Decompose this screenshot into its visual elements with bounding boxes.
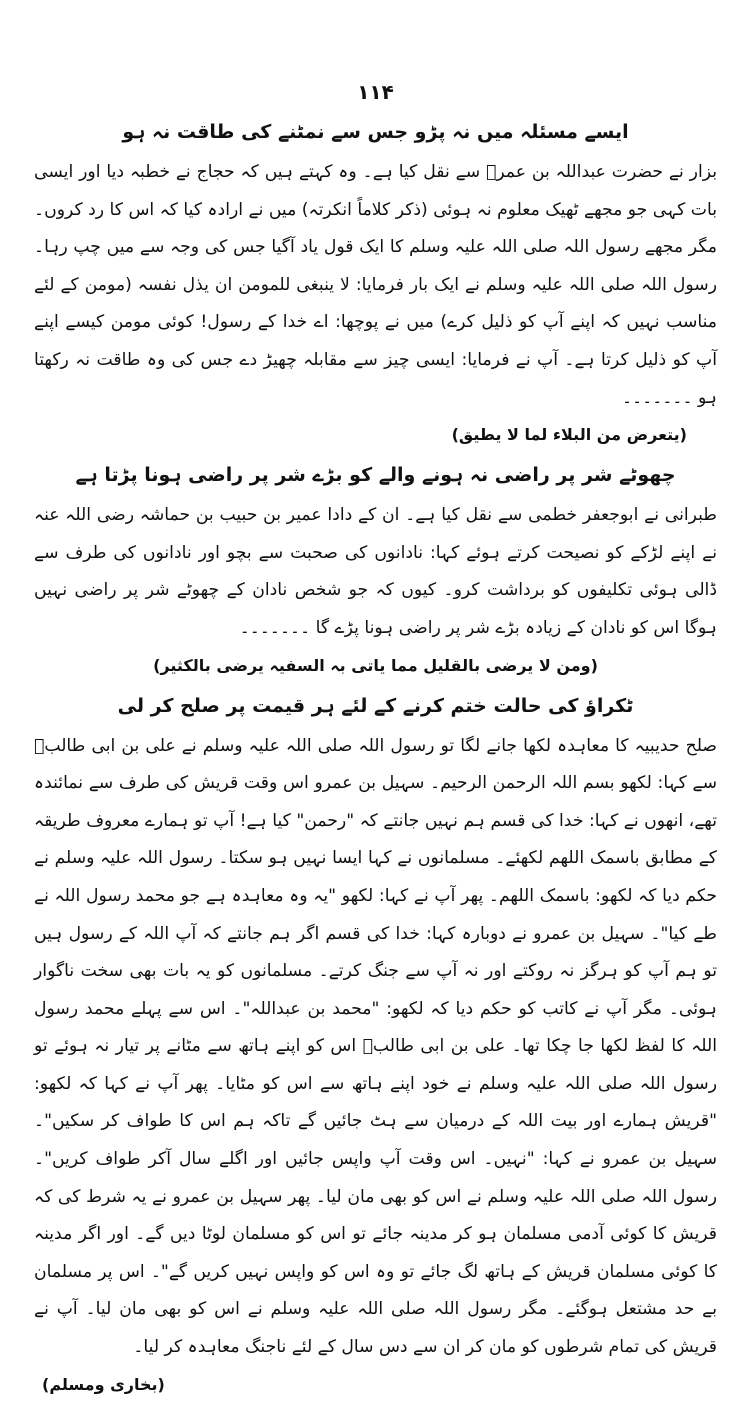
section-1 bbox=[34, 110, 717, 453]
section-paragraph: بزار نے حضرت عبداللہ بن عمرؓ سے نقل کیا ہے۔ وہ کہتے ہیں کہ حجاج نے خطبہ دیا اور ایسی بات کہی جو مجھے ٹھیک معلوم نہ ہوئی (ذکر کلاماً انکرتہ) میں نے ارادہ کیا کہ اس کا رد کروں۔ مگر مجھے رسول اللہ صلی اللہ علیہ وسلم کا ایک قول یاد آگیا جس کی وجہ سے میں چپ رہا۔ رسول اللہ صلی اللہ علیہ وسلم نے ایک بار فرمایا: لا ینبغی للمومن ان یذل نفسہ (مومن کے لئے مناسب نہیں کہ اپنے آپ کو ذلیل کرے) میں نے پوچھا: اے خدا کے رسول! کوئی مومن کیسے اپنے آپ کو ذلیل کرتا ہے۔ آپ نے فرمایا: ایسی چیز سے مقابلہ چھیڑ دے جس کی وہ طاقت نہ رکھتا ہو ۔۔۔۔۔۔۔ bbox=[34, 162, 717, 408]
section-heading: ٹکراؤ کی حالت ختم کرنے کے لئے ہر قیمت پر صلح کر لی bbox=[117, 694, 634, 717]
section-heading: چھوٹے شر پر راضی نہ ہونے والے کو بڑے شر پر راضی ہونا پڑتا ہے bbox=[75, 464, 676, 487]
section-paragraph: طبرانی نے ابوجعفر خطمی سے نقل کیا ہے۔ ان کے دادا عمیر بن حبیب بن حماشہ رضی اللہ عنہ نے اپنے لڑکے کو نصیحت کرتے ہوئے کہا: نادانوں کی صحبت سے بچو اور نادانوں کی طرف سے ڈالی ہوئی تکلیفوں کو برداشت کرو۔ کیوں کہ جو شخص نادان کے چھوٹے شر پر راضی نہیں ہوگا اس کو نادان کے زیادہ بڑے شر پر راضی ہونا پڑے گا ۔۔۔۔۔۔۔ bbox=[34, 505, 717, 638]
source-citation: (بخاری ومسلم) bbox=[42, 1374, 165, 1394]
section-heading: ایسے مسئلہ میں نہ پڑو جس سے نمٹنے کی طاقت نہ ہو bbox=[122, 121, 629, 143]
arabic-reference: (یتعرض من البلاء لما لا یطیق) bbox=[451, 425, 687, 445]
section-2 bbox=[34, 453, 717, 683]
arabic-reference: (ومن لا یرضی بالقلیل مما یاتی بہ السفیہ یرضی بالکثیر) bbox=[153, 655, 598, 675]
section-3 bbox=[34, 684, 717, 1403]
section-paragraph: صلح حدیبیہ کا معاہدہ لکھا جانے لگا تو رسول اللہ صلی اللہ علیہ وسلم نے علی بن ابی طالبؓ سے کہا: لکھو بسم اللہ الرحمن الرحیم۔ سہیل بن عمرو اس وقت قریش کی طرف سے نمائندہ تھے، انھوں نے کہا: خدا کی قسم ہم نہیں جانتے کہ "رحمن" کیا ہے! آپ تو ہمارے معروف طریقہ کے مطابق باسمک اللھم لکھئے۔ مسلمانوں نے کہا ایسا نہیں ہو سکتا۔ رسول اللہ علیہ وسلم نے حکم دیا کہ لکھو: باسمک اللھم۔ پھر آپ نے کہا: لکھو "یہ وہ معاہدہ ہے جو محمد رسول اللہ نے طے کیا"۔ سہیل بن عمرو نے دوبارہ کہا: خدا کی قسم اگر ہم جانتے کہ آپ اللہ کے رسول ہیں تو ہم آپ کو ہرگز نہ روکتے اور نہ آپ سے جنگ کرتے۔ مسلمانوں کو یہ بات بھی سخت ناگوار ہوئی۔ مگر آپ نے کاتب کو حکم دیا کہ لکھو: "محمد بن عبداللہ"۔ اس سے پہلے محمد رسول اللہ کا لفظ لکھا جا چکا تھا۔ علی بن ابی طالبؓ اس کو اپنے ہاتھ سے مٹانے پر تیار نہ ہوئے تو رسول اللہ صلی اللہ علیہ وسلم نے خود اپنے ہاتھ سے اس کو مٹایا۔ پھر آپ نے کہا کہ لکھو: "قریش ہمارے اور بیت اللہ کے درمیان سے ہٹ جائیں گے تاکہ ہم اس کا طواف کر سکیں"۔ سہیل بن عمرو نے کہا: "نہیں۔ اس وقت آپ واپس جائیں اور اگلے سال آکر طواف کریں"۔ رسول اللہ صلی اللہ علیہ وسلم نے اس کو بھی مان لیا۔ پھر سہیل بن عمرو نے یہ شرط کی کہ قریش کا کوئی آدمی مسلمان ہو کر مدینہ جائے تو اس کو مسلمان لوٹا دیں گے۔ اور اگر مدینہ کا کوئی مسلمان قریش کے ہاتھ لگ جائے تو وہ اس کو واپس نہیں کریں گے"۔ اس پر مسلمان بے حد مشتعل ہوگئے۔ مگر رسول اللہ صلی اللہ علیہ وسلم نے اس کو بھی مان لیا۔ آپ نے قریش کی تمام شرطوں کو مان کر ان سے دس سال کے لئے ناجنگ معاہدہ کر لیا۔ bbox=[34, 735, 717, 1358]
page-number: ۱۱۴ bbox=[357, 80, 394, 104]
